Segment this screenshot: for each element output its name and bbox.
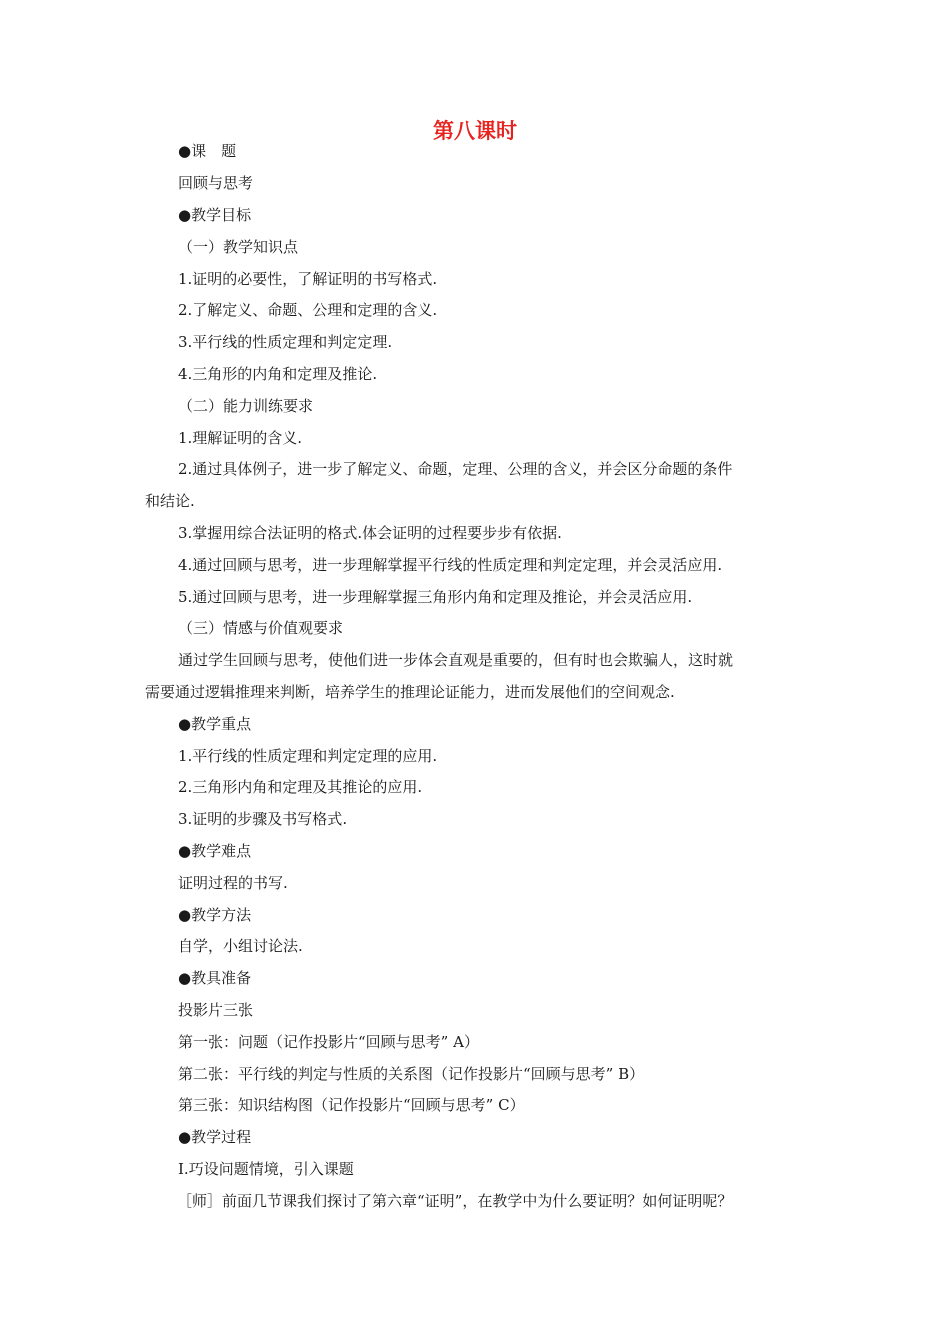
list-item: 5.通过回顾与思考，进一步理解掌握三角形内角和定理及推论，并会灵活应用. (178, 588, 693, 606)
paragraph: 回顾与思考 (178, 174, 254, 192)
paragraph: 自学，小组讨论法. (178, 937, 303, 955)
subsection-heading: （二）能力训练要求 (178, 397, 314, 415)
page-title: 第八课时 (433, 119, 517, 143)
subsection-heading: Ⅰ.巧设问题情境，引入课题 (178, 1160, 354, 1178)
list-item: 第二张：平行线的判定与性质的关系图（记作投影片“回顾与思考” B） (178, 1065, 645, 1083)
list-item: 1.证明的必要性，了解证明的书写格式. (178, 270, 438, 288)
list-item: 3.掌握用综合法证明的格式.体会证明的过程要步步有依据. (178, 524, 562, 542)
section-heading-goals: ●教学目标 (178, 206, 252, 224)
paragraph: 证明过程的书写. (178, 874, 288, 892)
subsection-heading: （一）教学知识点 (178, 238, 299, 256)
list-item: 3.证明的步骤及书写格式. (178, 810, 348, 828)
list-item: 第一张：问题（记作投影片“回顾与思考” A） (178, 1033, 479, 1051)
list-item: 2.通过具体例子，进一步了解定义、命题，定理、公理的含义，并会区分命题的条件 (178, 460, 733, 478)
list-item: 4.通过回顾与思考，进一步理解掌握平行线的性质定理和判定定理，并会灵活应用. (178, 556, 723, 574)
subsection-heading: （三）情感与价值观要求 (178, 619, 344, 637)
paragraph-continuation: 需要通过逻辑推理来判断，培养学生的推理论证能力，进而发展他们的空间观念. (145, 683, 675, 701)
paragraph: ［师］前面几节课我们探讨了第六章“证明”，在教学中为什么要证明？如何证明呢？ (177, 1192, 733, 1210)
section-heading-method: ●教学方法 (178, 906, 252, 924)
paragraph: 通过学生回顾与思考，使他们进一步体会直观是重要的，但有时也会欺骗人，这时就 (178, 651, 734, 669)
list-item: 2.三角形内角和定理及其推论的应用. (178, 778, 423, 796)
list-item: 1.理解证明的含义. (178, 429, 303, 447)
list-item: 2.了解定义、命题、公理和定理的含义. (178, 301, 438, 319)
list-item: 4.三角形的内角和定理及推论. (178, 365, 378, 383)
list-item: 第三张：知识结构图（记作投影片“回顾与思考” C） (178, 1096, 525, 1114)
section-heading-key-points: ●教学重点 (178, 715, 252, 733)
section-heading-difficulty: ●教学难点 (178, 842, 252, 860)
list-item: 3.平行线的性质定理和判定定理. (178, 333, 393, 351)
section-heading-materials: ●教具准备 (178, 969, 252, 987)
section-heading-topic: ●课 题 (178, 142, 237, 160)
paragraph: 投影片三张 (178, 1001, 254, 1019)
list-item-continuation: 和结论. (145, 492, 195, 510)
section-heading-process: ●教学过程 (178, 1128, 252, 1146)
list-item: 1.平行线的性质定理和判定定理的应用. (178, 747, 438, 765)
